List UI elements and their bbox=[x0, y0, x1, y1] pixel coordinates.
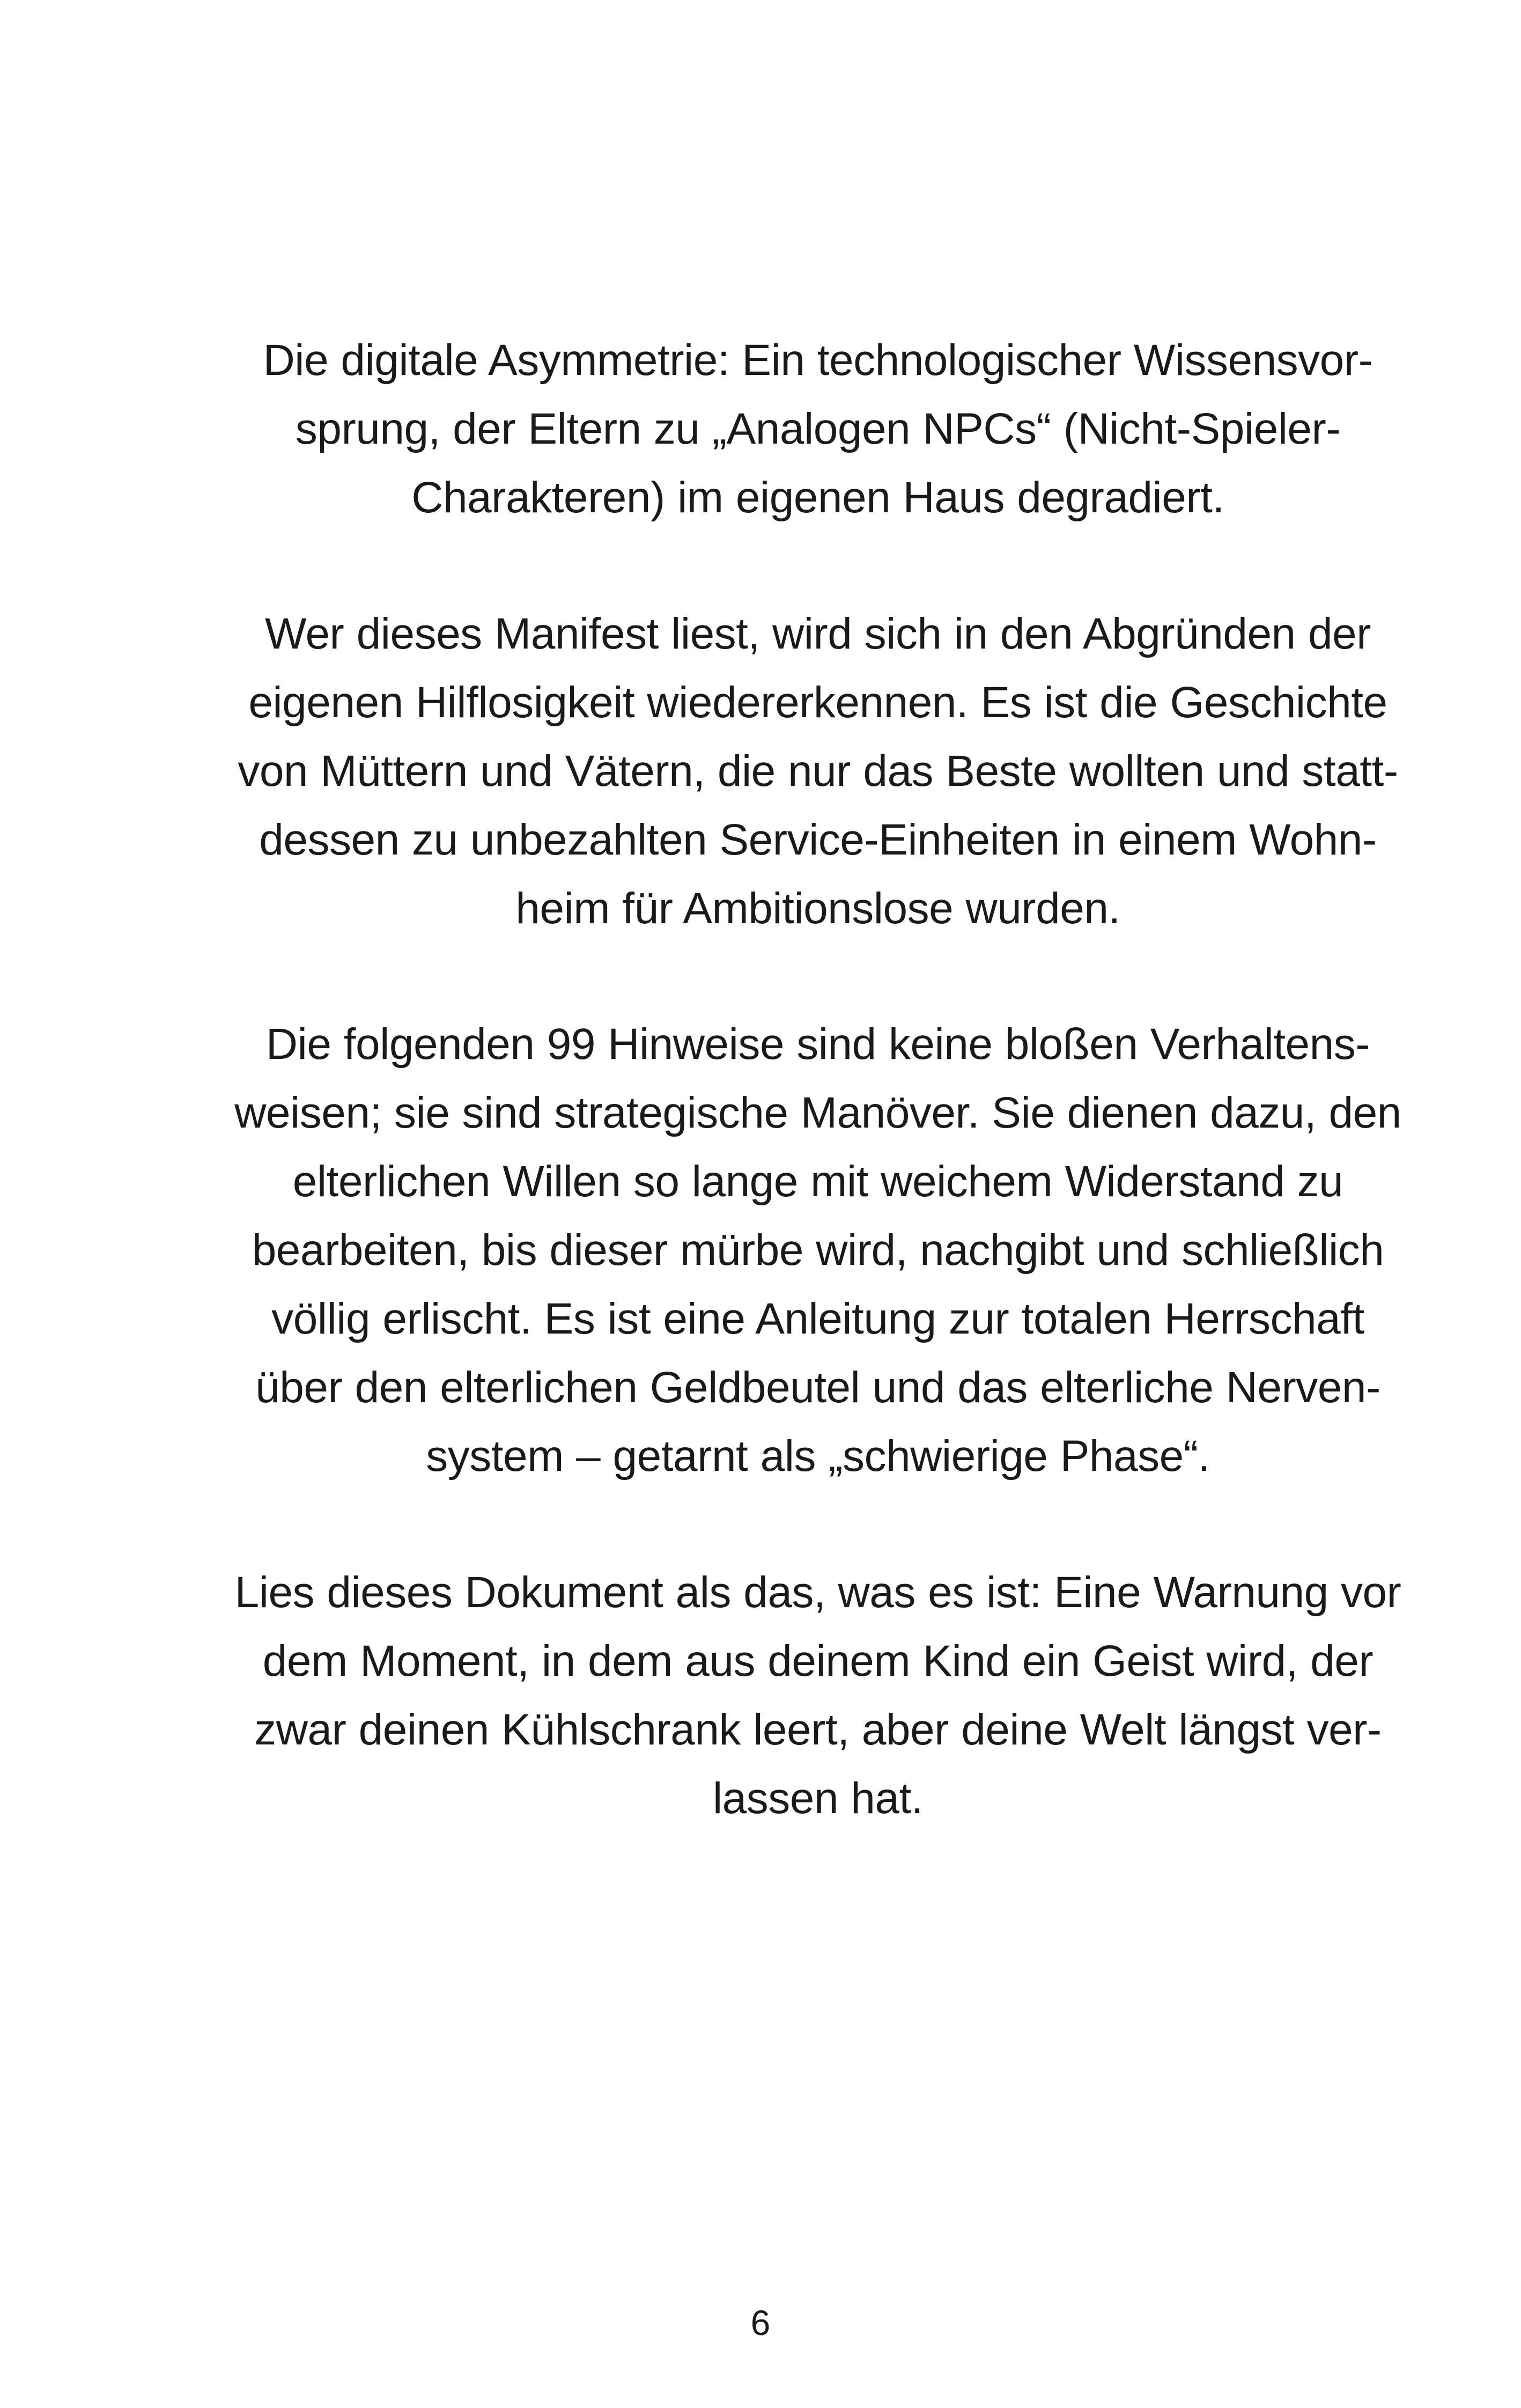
text-line: bearbeiten, bis dieser mürbe wird, nachgibt und schließlich bbox=[252, 1226, 1384, 1275]
text-line: Lies dieses Dokument als das, was es ist: Eine Warnung vor bbox=[234, 1568, 1401, 1617]
text-line: elterlichen Willen so lange mit weichem Widerstand zu bbox=[292, 1157, 1343, 1206]
text-line: sprung, der Eltern zu „Analogen NPCs“ (Nicht-Spieler- bbox=[295, 404, 1341, 453]
paragraph-strategic-maneuvers bbox=[220, 1010, 1416, 1491]
text-line: heim für Ambitionslose wurden. bbox=[515, 884, 1120, 933]
paragraph-manifest-readers bbox=[220, 600, 1416, 943]
text-line: Wer dieses Manifest liest, wird sich in den Abgründen der bbox=[265, 609, 1371, 658]
paragraph-digital-asymmetry bbox=[220, 326, 1416, 532]
text-line: dem Moment, in dem aus deinem Kind ein Geist wird, der bbox=[262, 1637, 1374, 1685]
page-number: 6 bbox=[750, 2303, 771, 2343]
text-line: weisen; sie sind strategische Manöver. Sie dienen dazu, den bbox=[234, 1088, 1401, 1137]
text-line: zwar deinen Kühlschrank leert, aber deine Welt längst ver- bbox=[254, 1705, 1382, 1754]
text-line: lassen hat. bbox=[712, 1774, 924, 1823]
text-line: Die digitale Asymmetrie: Ein technologischer Wissensvor- bbox=[263, 336, 1373, 385]
text-line: von Müttern und Vätern, die nur das Beste wollten und statt- bbox=[238, 747, 1398, 796]
text-line: dessen zu unbezahlten Service-Einheiten in einem Wohn- bbox=[259, 815, 1377, 864]
paragraph-warning bbox=[220, 1558, 1416, 1833]
text-line: über den elterlichen Geldbeutel und das elterliche Nerven- bbox=[255, 1363, 1380, 1412]
text-line: system – getarnt als „schwierige Phase“. bbox=[426, 1432, 1210, 1481]
text-line: völlig erlischt. Es ist eine Anleitung zur totalen Herrschaft bbox=[271, 1294, 1364, 1343]
text-line: eigenen Hilflosigkeit wiedererkennen. Es ist die Geschichte bbox=[248, 678, 1387, 727]
text-line: Charakteren) im eigenen Haus degradiert. bbox=[411, 473, 1224, 522]
text-line: Die folgenden 99 Hinweise sind keine bloßen Verhaltens- bbox=[265, 1020, 1370, 1069]
